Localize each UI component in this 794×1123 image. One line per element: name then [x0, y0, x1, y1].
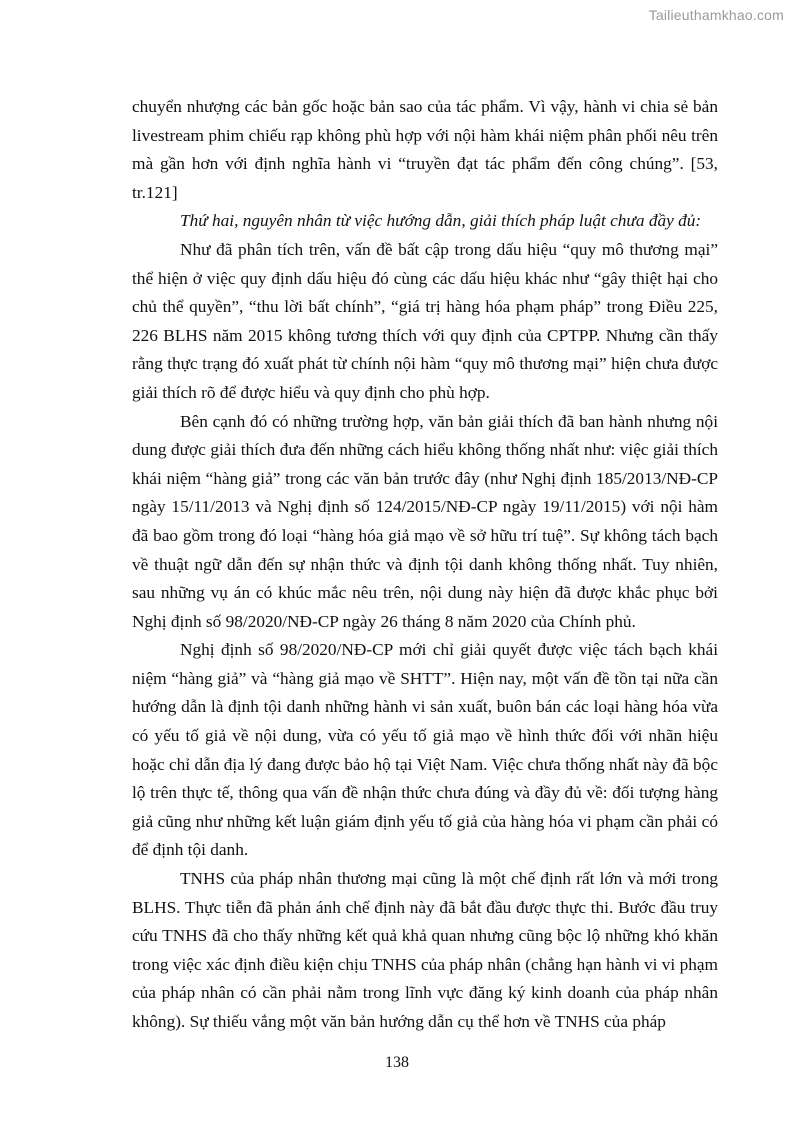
paragraph-italic-heading: Thứ hai, nguyên nhân từ việc hướng dẫn, giải thích pháp luật chưa đầy đủ:	[180, 211, 702, 231]
paragraph: Như đã phân tích trên, vấn đề bất cập trong dấu hiệu “quy mô thương mại” thể hiện ở việc quy định dấu hiệu đó cùng các dấu hiệu khác như “gây thiệt hại cho chủ thể quyền”, “thu lời bất chính”, “giá trị hàng hóa phạm pháp” trong Điều 225, 226 BLHS năm 2015 không tương thích với quy định của CPTPP. Nhưng cần thấy rằng thực trạng đó xuất phát từ chính nội hàm “quy mô thương mại” hiện chưa được giải thích rõ để được hiểu và quy định cho phù hợp.	[132, 239, 718, 402]
watermark: Tailieuthamkhao.com	[648, 7, 784, 23]
paragraph-continuation: chuyển nhượng các bản gốc hoặc bản sao của tác phẩm. Vì vậy, hành vi chia sẻ bản livestream phim chiếu rạp không phù hợp với nội hàm khái niệm phân phối nêu trên mà gần hơn với định nghĩa hành vi “truyền đạt tác phẩm đến công chúng”. [53, tr.121]	[132, 97, 718, 202]
paragraph: Nghị định số 98/2020/NĐ-CP mới chỉ giải quyết được việc tách bạch khái niệm “hàng giả” và “hàng giả mạo về SHTT”. Hiện nay, một vấn đề tồn tại nữa cần hướng dẫn là định tội danh những hành vi sản xuất, buôn bán các loại hàng hóa vừa có yếu tố giả về nội dung, vừa có yếu tố giả mạo về hình thức đối với nhãn hiệu hoặc chỉ dẫn địa lý đang được bảo hộ tại Việt Nam. Việc chưa thống nhất này đã bộc lộ trên thực tế, thông qua vấn đề nhận thức chưa đúng và đầy đủ về: đối tượng hàng giả cũng như những kết luận giám định yếu tố giả của hàng hóa vi phạm cần phải có để định tội danh.	[132, 640, 718, 860]
paragraph: Bên cạnh đó có những trường hợp, văn bản giải thích đã ban hành nhưng nội dung được giải thích đưa đến những cách hiểu không thống nhất như: việc giải thích khái niệm “hàng giả” trong các văn bản trước đây (như Nghị định 185/2013/NĐ-CP ngày 15/11/2013 và Nghị định số 124/2015/NĐ-CP ngày 19/11/2015) với nội hàm đã bao gồm trong đó loại “hàng hóa giả mạo về sở hữu trí tuệ”. Sự không tách bạch về thuật ngữ dẫn đến sự nhận thức và định tội danh không thống nhất. Tuy nhiên, sau những vụ án có khúc mắc nêu trên, nội dung này hiện đã được khắc phục bởi Nghị định số 98/2020/NĐ-CP ngày 26 tháng 8 năm 2020 của Chính phủ.	[132, 411, 718, 631]
paragraph: TNHS của pháp nhân thương mại cũng là một chế định rất lớn và mới trong BLHS. Thực tiễn đã phản ánh chế định này đã bắt đầu được thực thi. Bước đầu truy cứu TNHS đã cho thấy những kết quả khả quan nhưng cũng bộc lộ những khó khăn trong việc xác định điều kiện chịu TNHS của pháp nhân (chẳng hạn hành vi vi phạm của pháp nhân có cần phải nằm trong lĩnh vực đăng ký kinh doanh của pháp nhân không). Sự thiếu vắng một văn bản hướng dẫn cụ thể hơn về TNHS của pháp	[132, 869, 718, 1031]
page-number: 138	[385, 1054, 409, 1071]
page-body	[132, 93, 718, 1037]
